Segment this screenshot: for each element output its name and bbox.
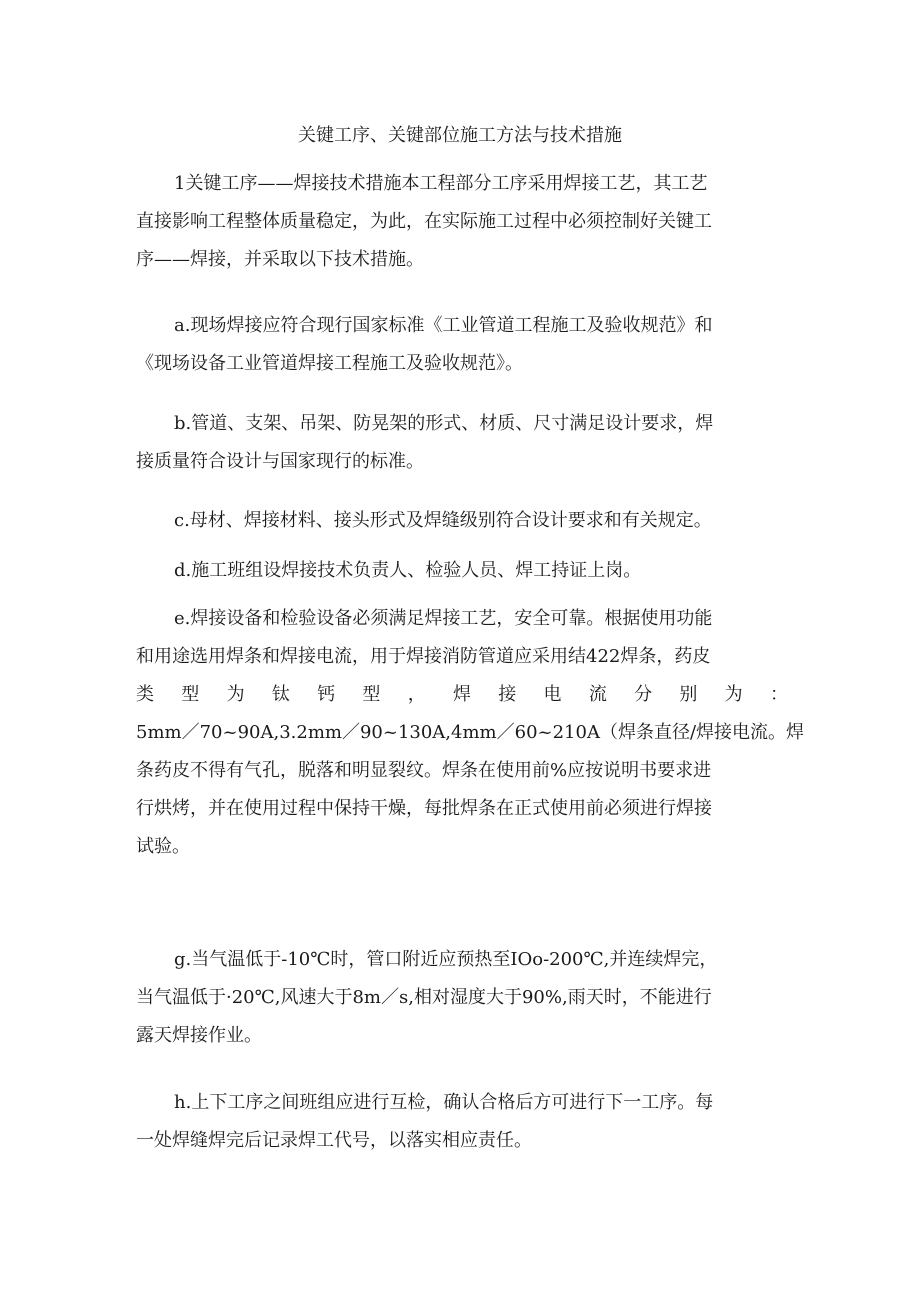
spread-char: 焊 bbox=[452, 684, 471, 705]
paragraph-line: c.母材、焊接材料、接头形式及焊缝级别符合设计要求和有关规定。 bbox=[174, 510, 712, 531]
paragraph-line: 《现场设备工业管道焊接工程施工及验收规范》。 bbox=[136, 353, 523, 374]
paragraph-e bbox=[136, 600, 805, 866]
paragraph-line: g.当气温低于-10℃时，管口附近应预热至IOo-200℃,并连续焊完， bbox=[174, 949, 718, 970]
paragraph-line: 接质量符合设计与国家现行的标准。 bbox=[136, 451, 424, 472]
paragraph-1 bbox=[136, 165, 788, 279]
paragraph-a bbox=[136, 307, 788, 383]
spread-char: 流 bbox=[588, 684, 607, 705]
spread-char: 为 bbox=[226, 684, 245, 705]
paragraph-h bbox=[136, 1084, 788, 1160]
paragraph-line: 5mm／70~90A,3.2mm／90~130A,4mm／60~210A（焊条直径/焊接电流。焊 bbox=[136, 722, 805, 743]
paragraph-d bbox=[136, 552, 788, 590]
spread-char: 电 bbox=[543, 684, 562, 705]
paragraph-g bbox=[136, 941, 788, 1055]
paragraph-line: 当气温低于·20℃,风速大于8m／s,相对湿度大于90%,雨天时，不能进行 bbox=[136, 987, 712, 1008]
spread-char: 接 bbox=[498, 684, 517, 705]
paragraph-line: 1关键工序——焊接技术措施本工程部分工序采用焊接工艺，其工艺 bbox=[174, 173, 708, 194]
paragraph-b bbox=[136, 405, 788, 481]
spread-char: 别 bbox=[679, 684, 698, 705]
spread-char: ： bbox=[769, 684, 788, 705]
spread-char: 钛 bbox=[271, 684, 290, 705]
paragraph-line: a.现场焊接应符合现行国家标准《工业管道工程施工及验收规范》和 bbox=[174, 315, 713, 336]
paragraph-line: 行烘烤，并在使用过程中保持干燥，每批焊条在正式使用前必须进行焊接 bbox=[136, 798, 712, 819]
spread-char: 分 bbox=[634, 684, 653, 705]
spread-char: 型 bbox=[362, 684, 381, 705]
spread-char: 为 bbox=[724, 684, 743, 705]
paragraph-line: d.施工班组设焊接技术负责人、检验人员、焊工持证上岗。 bbox=[174, 560, 642, 581]
paragraph-line: 和用途选用焊条和焊接电流，用于焊接消防管道应采用结422焊条，药皮 bbox=[136, 646, 711, 667]
paragraph-c bbox=[136, 502, 788, 540]
paragraph-line: 序——焊接，并采取以下技术措施。 bbox=[136, 249, 424, 270]
paragraph-line: 条药皮不得有气孔，脱落和明显裂纹。焊条在使用前%应按说明书要求进 bbox=[136, 760, 712, 781]
paragraph-line: 试验。 bbox=[136, 836, 190, 857]
paragraph-line: 一处焊缝焊完后记录焊工代号，以落实相应责任。 bbox=[136, 1130, 532, 1151]
paragraph-line: h.上下工序之间班组应进行互检，确认合格后方可进行下一工序。每 bbox=[174, 1092, 714, 1113]
spread-char: 钙 bbox=[317, 684, 336, 705]
paragraph-line: e.焊接设备和检验设备必须满足焊接工艺，安全可靠。根据使用功能 bbox=[174, 608, 713, 629]
document-title: 关键工序、关键部位施工方法与技术措施 bbox=[298, 125, 622, 146]
spread-char: 类 bbox=[136, 684, 154, 705]
spread-char: ， bbox=[407, 684, 426, 705]
paragraph-line: 露天焊接作业。 bbox=[136, 1025, 262, 1046]
paragraph-line: b.管道、支架、吊架、防晃架的形式、材质、尺寸满足设计要求，焊 bbox=[174, 413, 714, 434]
spread-char: 型 bbox=[181, 684, 200, 705]
paragraph-line-spread bbox=[136, 676, 788, 714]
paragraph-line: 直接影响工程整体质量稳定，为此，在实际施工过程中必须控制好关键工 bbox=[136, 211, 712, 232]
